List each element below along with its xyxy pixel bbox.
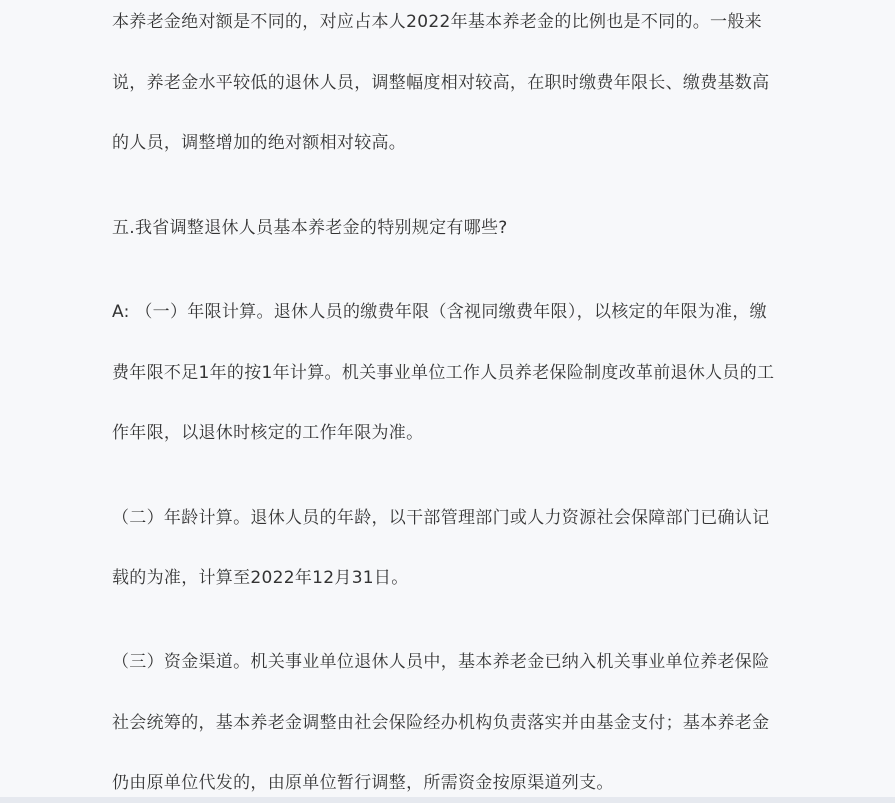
paragraph-4-line-2: 社会统筹的，基本养老金调整由社会保险经办机构负责落实并由基金支付；基本养老金 <box>112 713 770 733</box>
paragraph-4-line-3: 仍由原单位代发的，由原单位暂行调整，所需资金按原渠道列支。 <box>112 773 614 793</box>
paragraph-2-line-2: 费年限不足1年的按1年计算。机关事业单位工作人员养老保险制度改革前退休人员的工 <box>112 363 775 383</box>
section-heading: 五.我省调整退休人员基本养老金的特别规定有哪些? <box>112 218 508 238</box>
paragraph-3-line-2: 载的为准，计算至2022年12月31日。 <box>112 568 409 588</box>
paragraph-1-line-1: 本养老金绝对额是不同的，对应占本人2022年基本养老金的比例也是不同的。一般来 <box>112 12 762 32</box>
paragraph-3-line-1: （二）年龄计算。退休人员的年龄，以干部管理部门或人力资源社会保障部门已确认记 <box>112 508 770 528</box>
paragraph-4-line-1: （三）资金渠道。机关事业单位退休人员中，基本养老金已纳入机关事业单位养老保险 <box>112 652 770 672</box>
paragraph-1-line-2: 说，养老金水平较低的退休人员，调整幅度相对较高，在职时缴费年限长、缴费基数高 <box>112 73 770 93</box>
page-bottom-divider <box>0 797 895 803</box>
paragraph-1-line-3: 的人员，调整增加的绝对额相对较高。 <box>112 133 407 153</box>
paragraph-2-line-3: 作年限，以退休时核定的工作年限为准。 <box>112 423 424 443</box>
paragraph-2-line-1: A: （一）年限计算。退休人员的缴费年限（含视同缴费年限），以核定的年限为准，缴 <box>112 302 767 322</box>
